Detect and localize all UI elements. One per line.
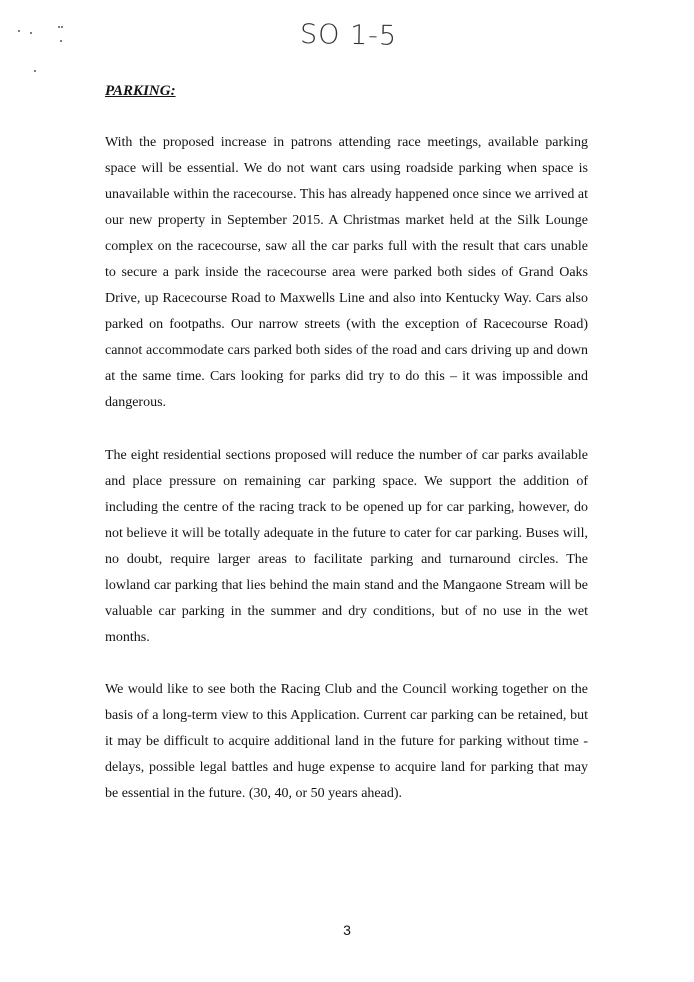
paragraph-3: We would like to see both the Racing Club and the Council working together on the basis of a long-term view to this Application. Current car parking can be retained, but it may be difficult to acquire additional land in the future for parking without time - delays, possible legal battles and huge expense to acquire land for parking that may be essential in the future. (30, 40, or 50 years ahead). [105,682,588,801]
handwritten-stamp: SO 1-5 [299,18,398,52]
page-number: 3 [343,922,351,938]
scan-specks [14,22,74,82]
paragraph-2: The eight residential sections proposed will reduce the number of car parks available and place pressure on remaining car parking space. We support the addition of including the centre of the racing track to be opened up for car parking, however, do not believe it will be totally adequate in the future to cater for car parking. Buses will, no doubt, require larger areas to facilitate parking and turnaround circles. The lowland car parking that lies behind the main stand and the Mangaone Stream will be valuable car parking in the summer and dry conditions, but of no use in the wet months. [105,448,588,645]
paragraph-1: With the proposed increase in patrons attending race meetings, available parking space will be essential. We do not want cars using roadside parking when space is unavailable within the racecourse. This has already happened once since we arrived at our new property in September 2015. A Christmas market held at the Silk Lounge complex on the racecourse, saw all the car parks full with the result that cars unable to secure a park inside the racecourse area were parked both sides of Grand Oaks Drive, up Racecourse Road to Maxwells Line and also into Kentucky Way. Cars also parked on footpaths. Our narrow streets (with the exception of Racecourse Road) cannot accommodate cars parked both sides of the road and cars driving up and down at the same time. Cars looking for parks did try to do this – it was impossible and dangerous. [105,135,588,410]
section-heading: PARKING: [105,83,176,99]
